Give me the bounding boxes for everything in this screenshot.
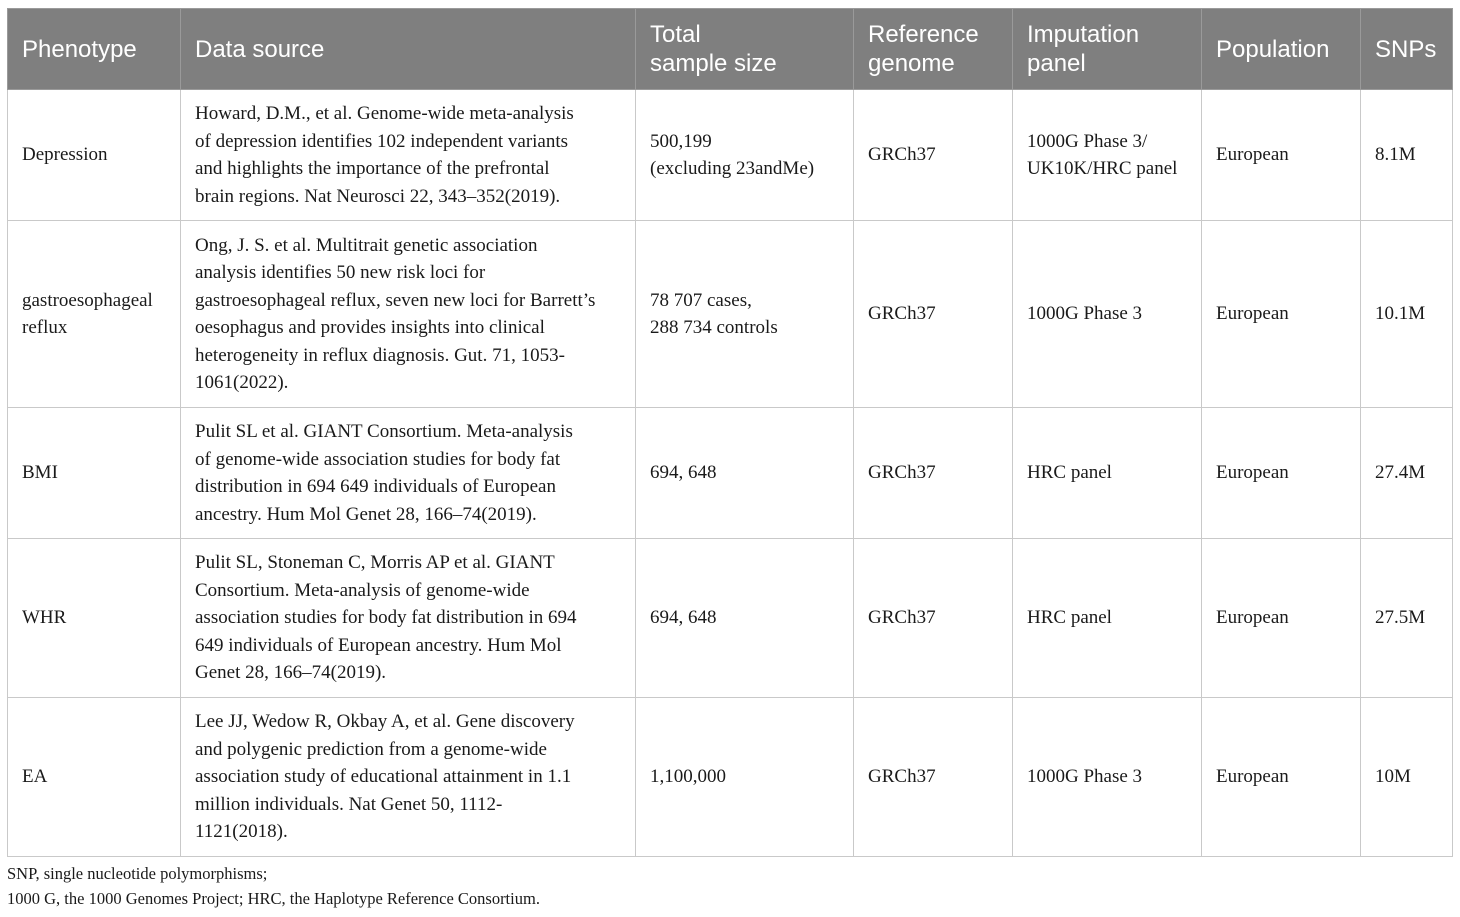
table-body	[8, 90, 1453, 857]
table-row	[8, 221, 1453, 408]
cell-reference-genome: GRCh37	[854, 408, 1013, 539]
cell-sample-size: 694, 648	[636, 408, 854, 539]
footnote-abbreviations: 1000 G, the 1000 Genomes Project; HRC, the Haplotype Reference Consortium.	[7, 888, 540, 908]
cell-imputation-panel: 1000G Phase 3	[1013, 698, 1202, 857]
cell-data-source: Ong, J. S. et al. Multitrait genetic association analysis identifies 50 new risk loci for gastroesophageal reflux, seven new loci for Barrett’s oesophagus and provides insights into clinical heterogeneity in reflux diagnosis. Gut. 71, 1053- 1061(2022).	[181, 221, 636, 408]
cell-imputation-panel: 1000G Phase 3	[1013, 221, 1202, 408]
cell-data-source: Pulit SL, Stoneman C, Morris AP et al. GIANT Consortium. Meta-analysis of genome-wide association studies for body fat distribution in 694 649 individuals of European ancestry. Hum Mol Genet 28, 166–74(2019).	[181, 539, 636, 698]
table-row	[8, 408, 1453, 539]
cell-phenotype: gastroesophageal reflux	[8, 221, 181, 408]
cell-population: European	[1202, 539, 1361, 698]
cell-population: European	[1202, 408, 1361, 539]
cell-data-source: Lee JJ, Wedow R, Okbay A, et al. Gene discovery and polygenic prediction from a genome-wide association study of educational attainment in 1.1 million individuals. Nat Genet 50, 1112- 1121(2018).	[181, 698, 636, 857]
cell-data-source: Howard, D.M., et al. Genome-wide meta-analysis of depression identifies 102 independent variants and highlights the importance of the prefrontal brain regions. Nat Neurosci 22, 343–352(2019).	[181, 90, 636, 221]
header-reference-genome: Reference genome	[854, 9, 1013, 90]
header-imputation-panel: Imputation panel	[1013, 9, 1202, 90]
header-population: Population	[1202, 9, 1361, 90]
cell-imputation-panel: HRC panel	[1013, 539, 1202, 698]
cell-snps: 10.1M	[1361, 221, 1453, 408]
table-row	[8, 90, 1453, 221]
cell-data-source: Pulit SL et al. GIANT Consortium. Meta-analysis of genome-wide association studies for body fat distribution in 694 649 individuals of European ancestry. Hum Mol Genet 28, 166–74(2019).	[181, 408, 636, 539]
cell-reference-genome: GRCh37	[854, 539, 1013, 698]
cell-phenotype: WHR	[8, 539, 181, 698]
header-row	[8, 9, 1453, 90]
header-phenotype: Phenotype	[8, 9, 181, 90]
cell-snps: 10M	[1361, 698, 1453, 857]
cell-reference-genome: GRCh37	[854, 221, 1013, 408]
cell-sample-size: 1,100,000	[636, 698, 854, 857]
cell-sample-size: 78 707 cases, 288 734 controls	[636, 221, 854, 408]
table-header	[8, 9, 1453, 90]
table-footnotes	[7, 862, 540, 911]
table-row	[8, 698, 1453, 857]
cell-sample-size: 694, 648	[636, 539, 854, 698]
cell-phenotype: BMI	[8, 408, 181, 539]
cell-reference-genome: GRCh37	[854, 698, 1013, 857]
cell-snps: 27.4M	[1361, 408, 1453, 539]
cell-sample-size: 500,199 (excluding 23andMe)	[636, 90, 854, 221]
cell-phenotype: EA	[8, 698, 181, 857]
cell-snps: 27.5M	[1361, 539, 1453, 698]
header-snps: SNPs	[1361, 9, 1453, 90]
cell-population: European	[1202, 90, 1361, 221]
cell-imputation-panel: HRC panel	[1013, 408, 1202, 539]
footnote-snp: SNP, single nucleotide polymorphisms;	[7, 864, 268, 883]
cell-population: European	[1202, 698, 1361, 857]
cell-population: European	[1202, 221, 1361, 408]
cell-imputation-panel: 1000G Phase 3/ UK10K/HRC panel	[1013, 90, 1202, 221]
table-row	[8, 539, 1453, 698]
header-total-sample-size: Total sample size	[636, 9, 854, 90]
header-data-source: Data source	[181, 9, 636, 90]
cell-snps: 8.1M	[1361, 90, 1453, 221]
cell-reference-genome: GRCh37	[854, 90, 1013, 221]
gwas-data-table	[7, 8, 1453, 857]
cell-phenotype: Depression	[8, 90, 181, 221]
